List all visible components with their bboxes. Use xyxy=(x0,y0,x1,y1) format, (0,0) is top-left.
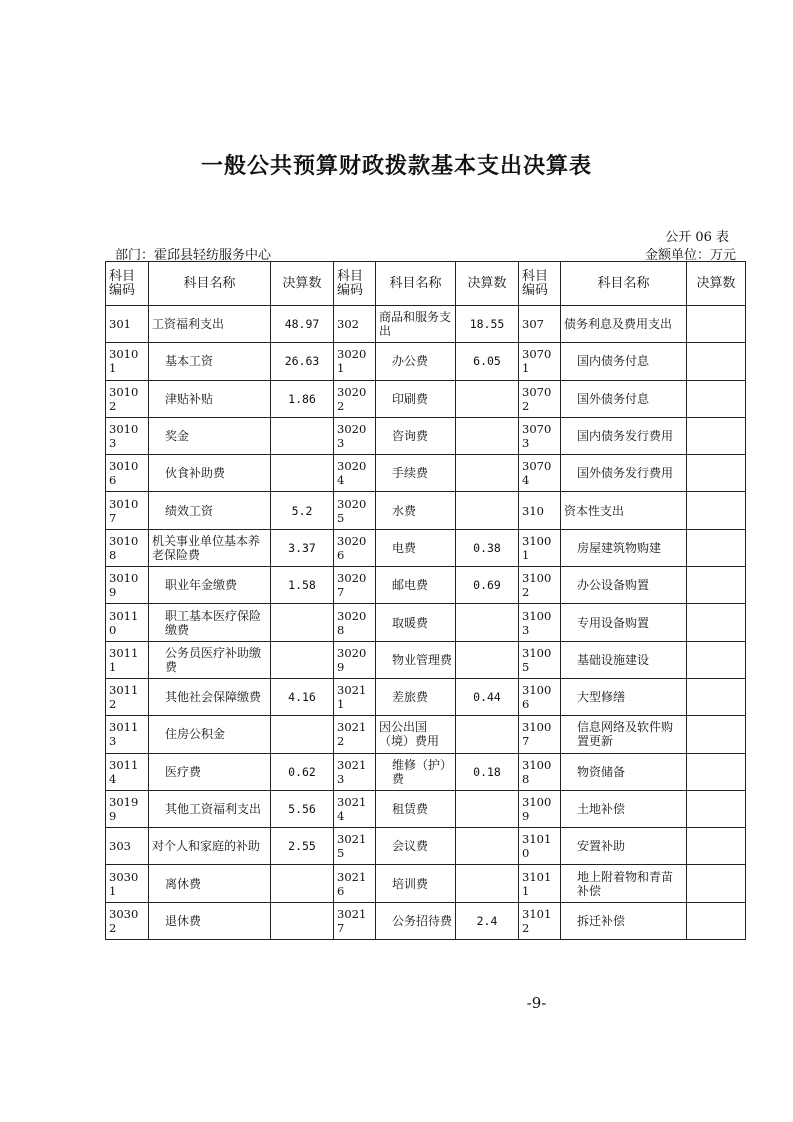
subject-name-cell: 基本工资 xyxy=(149,343,271,380)
subject-code-cell: 31001 xyxy=(519,529,561,566)
subject-code-cell: 30214 xyxy=(334,790,376,827)
subject-name-cell: 大型修缮 xyxy=(561,678,687,715)
amount-cell xyxy=(271,902,334,939)
subject-code-cell: 30201 xyxy=(334,343,376,380)
amount-cell xyxy=(271,865,334,902)
subject-name-cell: 债务利息及费用支出 xyxy=(561,306,687,343)
amount-cell xyxy=(687,828,746,865)
column-header-name: 科目名称 xyxy=(376,262,456,306)
subject-code-cell: 30702 xyxy=(519,380,561,417)
subject-name-cell: 取暖费 xyxy=(376,604,456,641)
subject-name-cell: 办公设备购置 xyxy=(561,567,687,604)
amount-cell xyxy=(687,306,746,343)
subject-name-cell: 医疗费 xyxy=(149,753,271,790)
column-header-amount: 决算数 xyxy=(271,262,334,306)
subject-code-cell: 30208 xyxy=(334,604,376,641)
subject-name-cell: 公务招待费 xyxy=(376,902,456,939)
subject-name-cell: 离休费 xyxy=(149,865,271,902)
subject-code-cell: 31012 xyxy=(519,902,561,939)
subject-code-cell: 307 xyxy=(519,306,561,343)
amount-cell: 0.69 xyxy=(456,567,519,604)
subject-code-cell: 30209 xyxy=(334,641,376,678)
subject-name-cell: 工资福利支出 xyxy=(149,306,271,343)
subject-name-cell: 职工基本医疗保险缴费 xyxy=(149,604,271,641)
amount-cell xyxy=(687,380,746,417)
amount-cell xyxy=(456,380,519,417)
subject-code-cell: 30202 xyxy=(334,380,376,417)
table-body xyxy=(106,306,746,940)
amount-cell: 26.63 xyxy=(271,343,334,380)
subject-name-cell: 奖金 xyxy=(149,417,271,454)
subject-code-cell: 30216 xyxy=(334,865,376,902)
column-header-code: 科目编码 xyxy=(519,262,561,306)
subject-name-cell: 土地补偿 xyxy=(561,790,687,827)
amount-cell: 2.4 xyxy=(456,902,519,939)
column-header-amount: 决算数 xyxy=(687,262,746,306)
subject-name-cell: 商品和服务支出 xyxy=(376,306,456,343)
subject-name-cell: 印刷费 xyxy=(376,380,456,417)
amount-cell: 0.38 xyxy=(456,529,519,566)
amount-cell xyxy=(687,492,746,529)
table-header-row xyxy=(106,262,746,306)
subject-code-cell: 30108 xyxy=(106,529,149,566)
subject-name-cell: 其他社会保障缴费 xyxy=(149,678,271,715)
amount-cell xyxy=(456,455,519,492)
table-row xyxy=(106,790,746,827)
amount-cell xyxy=(687,567,746,604)
amount-cell: 2.55 xyxy=(271,828,334,865)
subject-name-cell: 公务员医疗补助缴费 xyxy=(149,641,271,678)
subject-name-cell: 机关事业单位基本养老保险费 xyxy=(149,529,271,566)
subject-code-cell: 30213 xyxy=(334,753,376,790)
subject-code-cell: 30111 xyxy=(106,641,149,678)
subject-name-cell: 退休费 xyxy=(149,902,271,939)
subject-code-cell: 30215 xyxy=(334,828,376,865)
subject-code-cell: 31003 xyxy=(519,604,561,641)
table-row xyxy=(106,828,746,865)
subject-name-cell: 差旅费 xyxy=(376,678,456,715)
subject-name-cell: 租赁费 xyxy=(376,790,456,827)
subject-name-cell: 拆迁补偿 xyxy=(561,902,687,939)
subject-code-cell: 30301 xyxy=(106,865,149,902)
subject-name-cell: 维修（护）费 xyxy=(376,753,456,790)
amount-cell: 1.58 xyxy=(271,567,334,604)
subject-name-cell: 咨询费 xyxy=(376,417,456,454)
subject-name-cell: 邮电费 xyxy=(376,567,456,604)
subject-code-cell: 30112 xyxy=(106,678,149,715)
subject-code-cell: 30302 xyxy=(106,902,149,939)
column-header-name: 科目名称 xyxy=(561,262,687,306)
subject-code-cell: 310 xyxy=(519,492,561,529)
table-row xyxy=(106,567,746,604)
subject-code-cell: 30106 xyxy=(106,455,149,492)
amount-cell xyxy=(271,641,334,678)
subject-name-cell: 住房公积金 xyxy=(149,716,271,753)
amount-unit-label: 金额单位：万元 xyxy=(644,248,736,263)
subject-code-cell: 30212 xyxy=(334,716,376,753)
amount-cell: 0.44 xyxy=(456,678,519,715)
table-row xyxy=(106,343,746,380)
subject-name-cell: 手续费 xyxy=(376,455,456,492)
amount-cell xyxy=(687,343,746,380)
subject-code-cell: 30113 xyxy=(106,716,149,753)
subject-code-cell: 31005 xyxy=(519,641,561,678)
subject-code-cell: 30101 xyxy=(106,343,149,380)
amount-cell xyxy=(687,455,746,492)
subject-name-cell: 国内债务付息 xyxy=(561,343,687,380)
subject-code-cell: 30211 xyxy=(334,678,376,715)
subject-name-cell: 物业管理费 xyxy=(376,641,456,678)
amount-cell xyxy=(687,604,746,641)
department-label: 部门：霍邱县轻纺服务中心 xyxy=(115,248,272,263)
subject-code-cell: 303 xyxy=(106,828,149,865)
form-number: 公开 06 表 xyxy=(665,230,729,245)
subject-code-cell: 30217 xyxy=(334,902,376,939)
subject-code-cell: 302 xyxy=(334,306,376,343)
subject-name-cell: 信息网络及软件购置更新 xyxy=(561,716,687,753)
amount-cell xyxy=(456,417,519,454)
subject-name-cell: 国外债务付息 xyxy=(561,380,687,417)
amount-cell: 0.62 xyxy=(271,753,334,790)
table-row xyxy=(106,455,746,492)
table-row xyxy=(106,529,746,566)
amount-cell: 6.05 xyxy=(456,343,519,380)
page-title: 一般公共预算财政拨款基本支出决算表 xyxy=(200,153,592,179)
subject-code-cell: 30704 xyxy=(519,455,561,492)
subject-code-cell: 31006 xyxy=(519,678,561,715)
table-row xyxy=(106,641,746,678)
amount-cell: 4.16 xyxy=(271,678,334,715)
table-row xyxy=(106,417,746,454)
subject-code-cell: 30102 xyxy=(106,380,149,417)
subject-code-cell: 31008 xyxy=(519,753,561,790)
amount-cell xyxy=(687,865,746,902)
amount-cell xyxy=(456,492,519,529)
table-row xyxy=(106,865,746,902)
subject-code-cell: 30103 xyxy=(106,417,149,454)
amount-cell xyxy=(456,828,519,865)
subject-name-cell: 因公出国（境）费用 xyxy=(376,716,456,753)
subject-name-cell: 物资储备 xyxy=(561,753,687,790)
subject-name-cell: 国外债务发行费用 xyxy=(561,455,687,492)
amount-cell xyxy=(687,902,746,939)
amount-cell: 48.97 xyxy=(271,306,334,343)
subject-code-cell: 30110 xyxy=(106,604,149,641)
subject-name-cell: 专用设备购置 xyxy=(561,604,687,641)
subject-name-cell: 其他工资福利支出 xyxy=(149,790,271,827)
table-row xyxy=(106,492,746,529)
table-row xyxy=(106,678,746,715)
amount-cell xyxy=(687,529,746,566)
subject-code-cell: 30203 xyxy=(334,417,376,454)
subject-code-cell: 31009 xyxy=(519,790,561,827)
table-row xyxy=(106,902,746,939)
subject-code-cell: 30107 xyxy=(106,492,149,529)
subject-code-cell: 30204 xyxy=(334,455,376,492)
table-row xyxy=(106,604,746,641)
column-header-code: 科目编码 xyxy=(106,262,149,306)
amount-cell xyxy=(687,790,746,827)
amount-cell xyxy=(456,865,519,902)
subject-name-cell: 对个人和家庭的补助 xyxy=(149,828,271,865)
amount-cell xyxy=(271,417,334,454)
subject-code-cell: 30703 xyxy=(519,417,561,454)
amount-cell: 18.55 xyxy=(456,306,519,343)
table-row xyxy=(106,716,746,753)
subject-code-cell: 31007 xyxy=(519,716,561,753)
subject-name-cell: 房屋建筑物购建 xyxy=(561,529,687,566)
column-header-amount: 决算数 xyxy=(456,262,519,306)
amount-cell: 1.86 xyxy=(271,380,334,417)
amount-cell xyxy=(271,716,334,753)
table-row xyxy=(106,380,746,417)
amount-cell xyxy=(687,417,746,454)
subject-code-cell: 31011 xyxy=(519,865,561,902)
page-number: -9- xyxy=(526,994,547,1012)
subject-name-cell: 伙食补助费 xyxy=(149,455,271,492)
subject-name-cell: 国内债务发行费用 xyxy=(561,417,687,454)
subject-name-cell: 安置补助 xyxy=(561,828,687,865)
subject-name-cell: 培训费 xyxy=(376,865,456,902)
subject-code-cell: 301 xyxy=(106,306,149,343)
subject-code-cell: 30206 xyxy=(334,529,376,566)
subject-name-cell: 水费 xyxy=(376,492,456,529)
subject-code-cell: 30199 xyxy=(106,790,149,827)
subject-code-cell: 30114 xyxy=(106,753,149,790)
table-row xyxy=(106,753,746,790)
subject-name-cell: 电费 xyxy=(376,529,456,566)
expenditure-table xyxy=(105,261,746,940)
subject-code-cell: 30701 xyxy=(519,343,561,380)
subject-name-cell: 地上附着物和青苗补偿 xyxy=(561,865,687,902)
amount-cell xyxy=(456,716,519,753)
amount-cell xyxy=(456,641,519,678)
column-header-code: 科目编码 xyxy=(334,262,376,306)
subject-code-cell: 31010 xyxy=(519,828,561,865)
amount-cell: 5.56 xyxy=(271,790,334,827)
amount-cell xyxy=(687,641,746,678)
subject-name-cell: 办公费 xyxy=(376,343,456,380)
subject-code-cell: 30109 xyxy=(106,567,149,604)
subject-code-cell: 30207 xyxy=(334,567,376,604)
table-row xyxy=(106,306,746,343)
subject-name-cell: 基础设施建设 xyxy=(561,641,687,678)
amount-cell xyxy=(456,604,519,641)
amount-cell xyxy=(687,716,746,753)
amount-cell xyxy=(271,455,334,492)
amount-cell xyxy=(687,753,746,790)
subject-name-cell: 会议费 xyxy=(376,828,456,865)
amount-cell xyxy=(687,678,746,715)
column-header-name: 科目名称 xyxy=(149,262,271,306)
subject-code-cell: 30205 xyxy=(334,492,376,529)
amount-cell: 5.2 xyxy=(271,492,334,529)
amount-cell xyxy=(456,790,519,827)
subject-name-cell: 绩效工资 xyxy=(149,492,271,529)
amount-cell: 3.37 xyxy=(271,529,334,566)
subject-name-cell: 资本性支出 xyxy=(561,492,687,529)
amount-cell xyxy=(271,604,334,641)
amount-cell: 0.18 xyxy=(456,753,519,790)
subject-name-cell: 职业年金缴费 xyxy=(149,567,271,604)
subject-name-cell: 津贴补贴 xyxy=(149,380,271,417)
subject-code-cell: 31002 xyxy=(519,567,561,604)
